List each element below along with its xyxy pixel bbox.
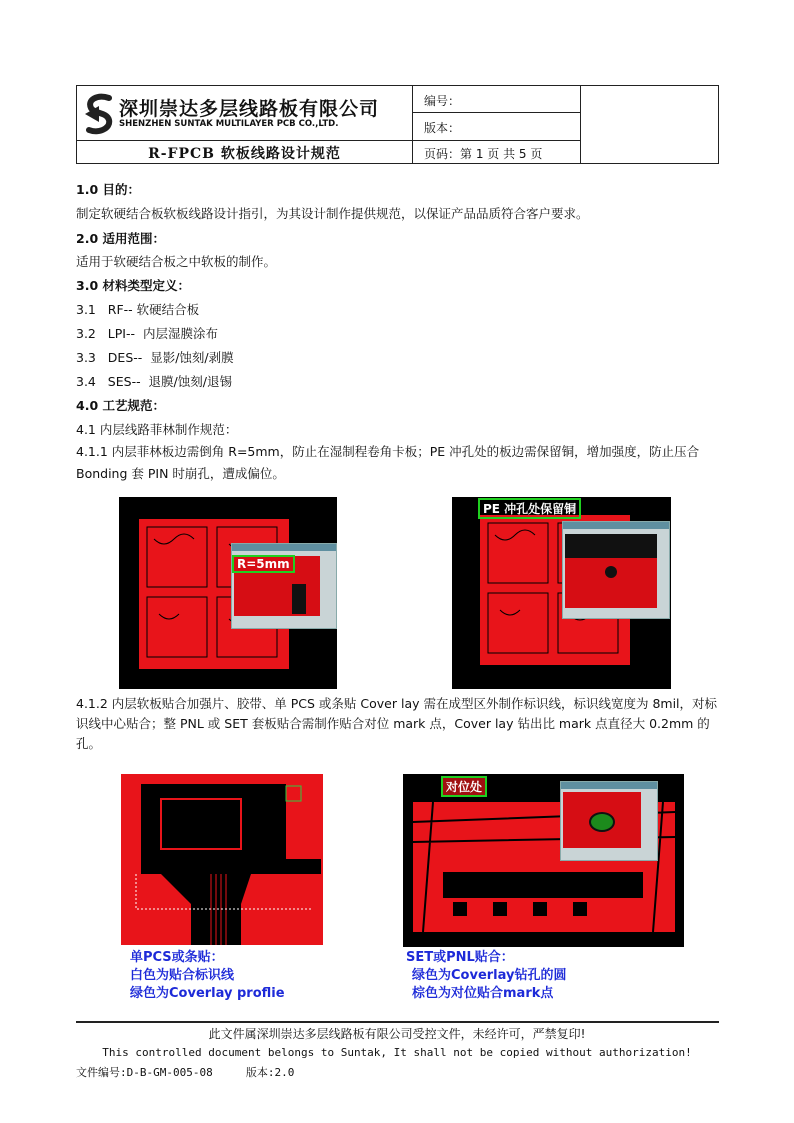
- definition-item: 3.2 LPI-- 内层湿膜涂布: [76, 326, 218, 341]
- figure-board-pe-punch: [452, 497, 671, 689]
- suntak-logo-icon: [83, 92, 117, 136]
- footer-doc-number: 文件编号:D-B-GM-005-08 版本:2.0: [76, 1066, 295, 1079]
- section-4-1-1: 4.1.1 内层菲林板边需倒角 R=5mm，防止在湿制程卷角卡板；PE 冲孔处的板边需保留铜，增加强度，防止压合 Bonding 套 PIN 时崩孔，遭成偏位。: [76, 444, 700, 481]
- footer-notice-cn: 此文件属深圳崇达多层线路板有限公司受控文件，未经许可，严禁复印!: [208, 1027, 586, 1041]
- field-number: 编号：: [424, 94, 461, 108]
- caption-right-line: 绿色为Coverlay钻孔的圆: [412, 968, 567, 983]
- caption-left-line: 绿色为Coverlay proflie: [130, 986, 285, 1001]
- company-name-cn: 深圳崇达多层线路板有限公司: [119, 98, 380, 120]
- field-page: 页码：第 1 页 共 5 页: [424, 147, 543, 161]
- popview-window: [562, 521, 670, 619]
- figure-set-pnl: [403, 774, 684, 947]
- label-r5mm: R=5mm: [232, 555, 295, 573]
- flex-circuit-drawing: [121, 774, 323, 945]
- caption-right-title: SET或PNL贴合：: [406, 950, 514, 965]
- definition-item: 3.3 DES-- 显影/蚀刻/剥膜: [76, 350, 234, 365]
- footer-notice-en: This controlled document belongs to Suntak, It shall not be copied without authorization!: [102, 1046, 692, 1059]
- section-1-body: 制定软硬结合板软板线路设计指引，为其设计制作提供规范，以保证产品品质符合客户要求。: [76, 206, 589, 221]
- label-alignment: 对位处: [441, 776, 487, 797]
- definition-item: 3.4 SES-- 退膜/蚀刻/退锡: [76, 374, 232, 389]
- section-1-title: 1.0 目的：: [76, 182, 140, 197]
- footer-divider: [76, 1021, 719, 1023]
- section-4-1-2: 4.1.2 内层软板贴合加强片、胶带、单 PCS 或条贴 Cover lay 需在成型区外制作标识线，标识线宽度为 8mil，对标识线中心贴合；整 PNL 或 SET 套板贴合需制作贴合对位 mark 点，Cover lay 钻出比 mark 点直径大 0.2mm 的孔。: [76, 696, 718, 751]
- caption-right-line: 棕色为对位贴合mark点: [412, 986, 554, 1001]
- header-table: [76, 85, 719, 164]
- field-version: 版本：: [424, 121, 461, 135]
- figure-single-pcs: [121, 774, 323, 945]
- popview-window: [560, 781, 658, 861]
- section-4-1: 4.1 内层线路菲林制作规范：: [76, 422, 238, 437]
- caption-left-title: 单PCS或条贴：: [130, 950, 224, 965]
- section-4-title: 4.0 工艺规范：: [76, 398, 165, 413]
- caption-left-line: 白色为贴合标识线: [130, 968, 235, 983]
- document-title: R-FPCB 软板线路设计规范: [148, 146, 341, 162]
- definition-item: 3.1 RF-- 软硬结合板: [76, 302, 200, 317]
- figure-board-r5mm: [119, 497, 337, 689]
- label-pe-copper: PE 冲孔处保留铜: [478, 498, 581, 519]
- section-2-title: 2.0 适用范围：: [76, 231, 165, 246]
- section-2-body: 适用于软硬结合板之中软板的制作。: [76, 254, 277, 269]
- company-name-en: SHENZHEN SUNTAK MULTILAYER PCB CO.,LTD.: [119, 119, 339, 129]
- section-3-title: 3.0 材料类型定义：: [76, 278, 190, 293]
